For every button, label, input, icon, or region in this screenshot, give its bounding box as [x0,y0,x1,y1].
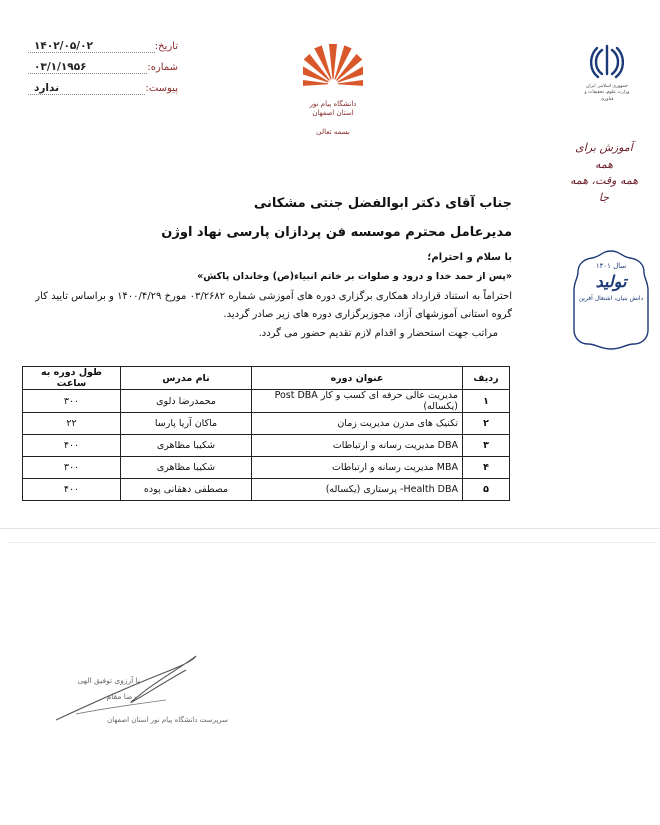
date-label: تاریخ: [154,41,178,52]
courses-table [22,366,510,501]
signature-wish: با آرزوی توفیق الهی [77,676,140,685]
slogan [566,140,642,206]
recipient-title: مدیرعامل محترم موسسه فن پردازان پارسی نهاد اوژن [161,225,512,240]
course-title: مدیریت عالی حرفه ای کسب و کار Post DBA (یکساله) [252,390,463,413]
opening-praise: «پس از حمد خدا و درود و صلوات بر خاتم انبیاء(ص) وخاندان پاکش» [197,271,512,282]
year-stamp [572,248,650,352]
teacher-name: ماکان آریا پارسا [121,413,252,435]
closing-line: مراتب جهت استحضار و اقدام لازم تقدیم حضور می گردد. [258,328,498,339]
course-title: Health DBA- پرستاری (یکساله) [252,479,463,501]
bismillah-header: بسمه تعالی [316,127,350,136]
number-row [28,61,178,82]
stamp-text [572,248,650,303]
stamp-subtitle: دانش بنیان، اشتغال آفرین [578,295,644,302]
row-number: ۳ [463,435,510,457]
header-row-number: ردیف [463,367,510,390]
teacher-name: شکیبا مظاهری [121,457,252,479]
table-row [23,390,510,413]
teacher-name: محمدرضا دلوی [121,390,252,413]
stamp-title: تولید [595,272,627,291]
signature-block [36,650,236,730]
course-hours: ۴۰۰ [23,435,121,457]
course-hours: ۴۰۰ [23,479,121,501]
emblem-icon [590,42,624,80]
number-label: شماره: [147,62,178,73]
university-logo [288,40,378,136]
iran-emblem [578,42,636,103]
table-header-row [23,367,510,390]
table-row [23,457,510,479]
slogan-line2: همه وقت، همه جا [569,174,639,204]
date-row [28,40,178,61]
emblem-line2: وزارت علوم، تحقیقات و فناوری [584,90,630,102]
course-title: DBA مدیریت رسانه و ارتباطات [252,435,463,457]
letter-body [22,196,512,339]
university-name: دانشگاه پیام نور [309,100,357,108]
emblem-line1: جمهوری اسلامی ایران [586,84,628,89]
table-row [23,435,510,457]
letter-meta [28,40,178,103]
table-row [23,413,510,435]
row-number: ۱ [463,390,510,413]
date-value: ۱۴۰۲/۰۵/۰۲ [28,40,155,53]
teacher-name: شکیبا مظاهری [121,435,252,457]
attachment-row [28,82,178,103]
letter-paragraph: احتراماً به استناد قرارداد همکاری برگزاری دوره های آموزشی شماره ۰۳/۲۶۸۲ مورخ ۱۴۰۰/۴/۲۹ و براساس تایید کار گروه استانی آموزشهای آزاد، مجوزبرگزاری دوره های زیر صادر گردید. [35,291,512,320]
course-hours: ۳۰۰ [23,390,121,413]
row-number: ۲ [463,413,510,435]
header-course-title: عنوان دوره [252,367,463,390]
row-number: ۴ [463,457,510,479]
page-fold-divider [0,528,660,529]
university-province: استان اصفهان [312,108,354,117]
faint-divider [8,542,656,543]
attachment-value: ندارد [28,82,145,95]
teacher-name: مصطفی دهقانی پوده [121,479,252,501]
course-title: تکنیک های مدرن مدیریت زمان [252,413,463,435]
table-row [23,479,510,501]
stamp-year: سال ۱۴۰۱ [595,262,627,270]
attachment-label: پیوست: [145,83,178,94]
university-logo-icon [303,40,363,96]
signature-title: سرپرست دانشگاه پیام نور استان اصفهان [107,716,228,724]
signature-name: رضا مقام [106,692,136,701]
greeting: با سلام و احترام؛ [427,252,512,263]
row-number: ۵ [463,479,510,501]
course-title: MBA مدیریت رسانه و ارتباطات [252,457,463,479]
header-hours: طول دوره به ساعت [23,367,121,390]
header-teacher: نام مدرس [121,367,252,390]
number-value: ۰۳/۱/۱۹۵۶ [28,61,147,74]
recipient-name: جناب آقای دکتر ابوالفضل جنتی مشکانی [253,196,512,211]
course-hours: ۳۰۰ [23,457,121,479]
course-hours: ۲۲ [23,413,121,435]
slogan-line1: آموزش برای همه [575,141,633,171]
